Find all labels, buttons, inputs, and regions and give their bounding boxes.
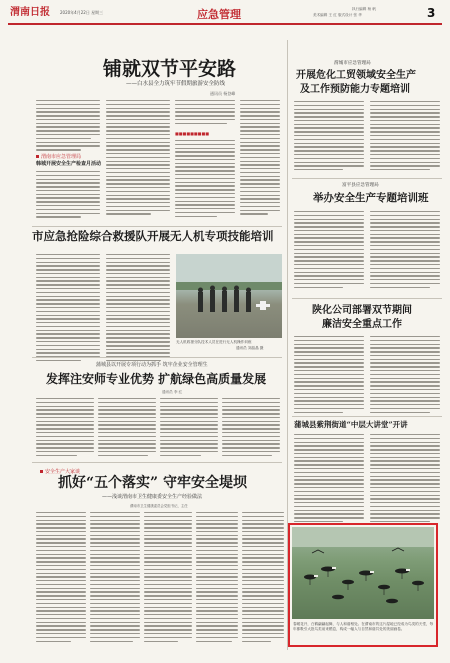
cranes-photo-caption: 春暖花开，白鹤翩翩起舞，与人和谐相处。在渭南市的这片湿地已经成为鸟类的天堂，每年都吸引大批鸟类前来栖息，构成一幅人与自然和谐共处的美丽画卷。	[293, 622, 434, 631]
section3-kicker: 蒲城县以开展专项行动为抓手 筑牢企业安全管理生	[96, 362, 208, 368]
drone-photo-caption: 无人机救援分队技术人员在进行无人机操作训练	[176, 340, 252, 344]
right-body-2a	[294, 211, 364, 290]
section4-col3	[144, 512, 192, 644]
sidebar-tag: 渭南市应急管理局	[36, 153, 81, 160]
masthead-rule	[8, 23, 442, 25]
drone-headline: 市应急抢险综合救援队开展无人机专项技能培训	[32, 229, 274, 243]
main-body-col2	[106, 100, 170, 217]
section4-col2	[90, 512, 140, 644]
cranes-wetland-photo	[292, 527, 434, 619]
section4-col1	[36, 512, 86, 644]
drone-training-photo	[176, 254, 282, 338]
right-headline-1a: 开展危化工贸领域安全生产	[296, 70, 416, 81]
divider-2	[32, 357, 282, 358]
right-divider-3	[292, 416, 442, 417]
main-body-col3	[175, 100, 235, 126]
right-body-1a	[294, 101, 364, 173]
page-number: 3	[427, 6, 436, 20]
section-title: 应急管理	[197, 8, 241, 21]
editor-line: 执行编辑 杨 帆	[352, 7, 376, 11]
right-kicker-1: 渭城市应急管理局	[334, 61, 371, 66]
section4-subheadline: ——浅谈渭南市卫生健康委安全生产经验做法	[102, 494, 203, 500]
right-body-4b	[370, 434, 440, 525]
issue-date: 2020年4月22日 星期三	[60, 10, 104, 15]
right-body-3a	[294, 336, 364, 415]
right-headline-2: 举办安全生产专题培训班	[313, 192, 429, 204]
main-subheadline: ——白水县全力筑牢节假期旅游安全防线	[126, 81, 226, 87]
main-byline: 通讯员 杨登峰	[210, 91, 236, 96]
right-kicker-2: 富平县应急管理局	[342, 183, 379, 188]
sidebar-text	[36, 171, 100, 220]
section3-byline: 通讯员 李 红	[162, 390, 183, 394]
right-body-2b	[370, 211, 440, 290]
divider-3	[32, 462, 282, 463]
section4-byline: 渭南市卫生健康委员会党组书记、主任	[130, 504, 188, 508]
right-body-3b	[370, 336, 440, 415]
drone-body-col3	[106, 330, 170, 353]
right-body-1b	[370, 101, 440, 173]
main-headline: 铺就双节平安路	[103, 58, 237, 80]
right-headline-1b: 及工作预防能力专题培训	[300, 84, 410, 95]
right-headline-4: 蒲城县紫荆街道“中层大讲堂”开讲	[294, 420, 408, 429]
section3-col1	[36, 398, 94, 459]
divider-1	[32, 226, 282, 227]
section3-headline: 发挥注安师专业优势 扩航绿色高质量发展	[46, 372, 267, 386]
section3-col3	[160, 398, 218, 459]
paper-name: 渭南日报	[10, 7, 50, 18]
section3-col4	[222, 398, 280, 459]
section4-headline: 抓好“五个落实” 守牢安全堤坝	[58, 475, 247, 491]
right-body-4a	[294, 434, 364, 525]
col3-subhead: ■■■■■■■■■	[175, 131, 210, 136]
main-body-col3b	[175, 140, 235, 219]
right-divider-1	[292, 178, 442, 179]
right-divider-2	[292, 298, 442, 299]
drone-photo-credit: 通讯员 刘晶晶 摄	[236, 346, 264, 350]
intro-text	[36, 100, 100, 153]
sidebar-headline: 韩城开展安全生产检查月活动	[36, 161, 102, 167]
main-body-col4	[240, 100, 280, 217]
section4-col4	[196, 512, 238, 644]
section4-col5	[242, 512, 284, 644]
drone-body-col1	[36, 254, 100, 364]
section4-tag: 安全生产大家谈	[40, 468, 80, 475]
section3-col2	[98, 398, 156, 459]
right-headline-3b: 廉洁安全重点工作	[322, 319, 402, 330]
right-headline-3a: 陕化公司部署双节期间	[312, 305, 412, 316]
design-line: 美术编辑 王 红 版式设计 张 华	[313, 13, 362, 17]
